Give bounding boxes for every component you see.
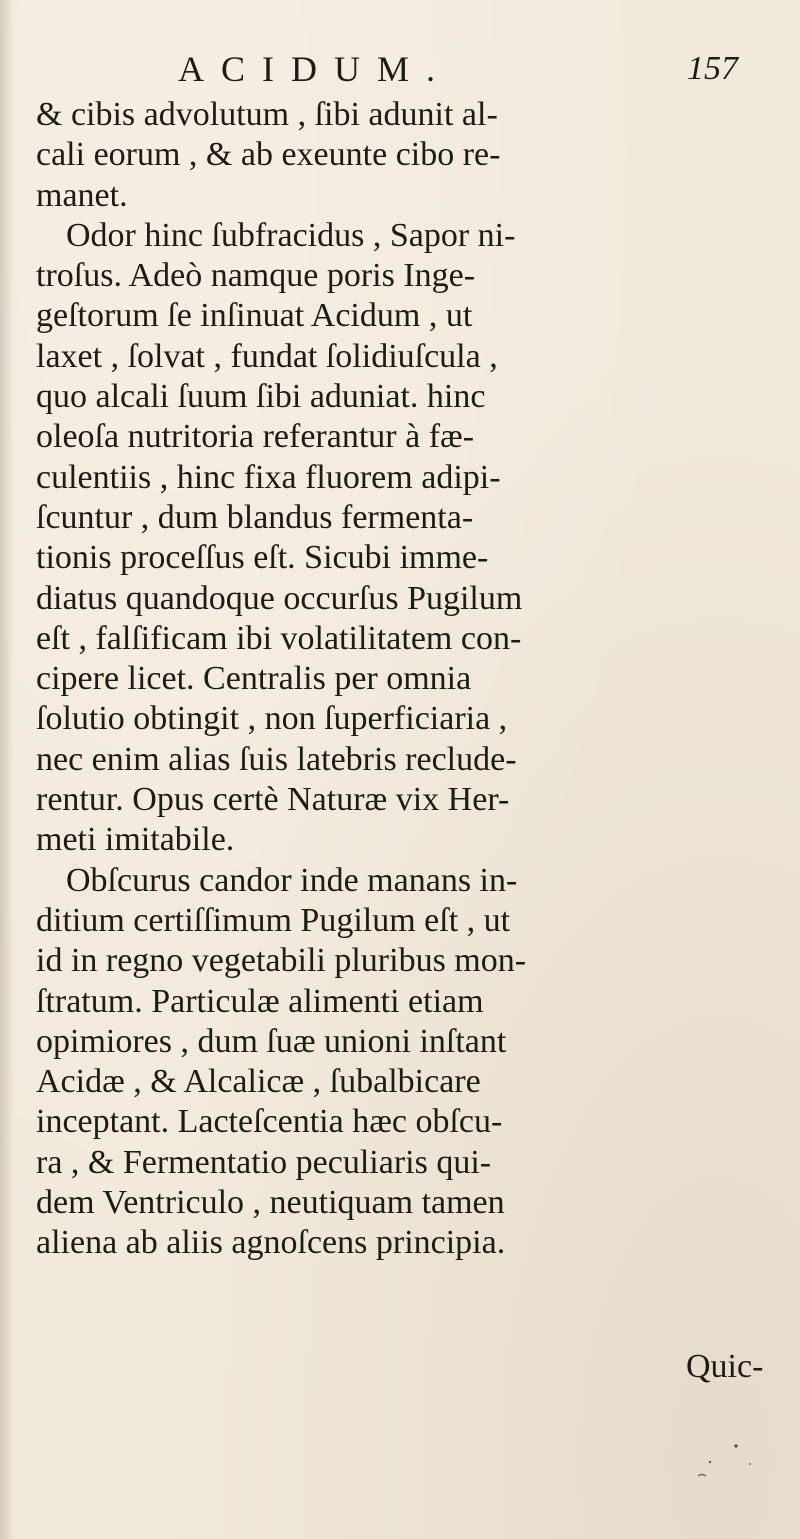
ink-specks [690, 1440, 770, 1500]
text-line: ſolutio obtingit , non ſuperficiaria , [36, 700, 508, 738]
text-line: culentiis , hinc fixa fluorem adipi- [36, 458, 501, 496]
running-title: ACIDUM. [178, 49, 453, 89]
paragraph-start-line: Odor hinc ſubfracidus , Sapor ni- [66, 216, 516, 254]
text-line: quo alcali ſuum ſibi aduniat. hinc [36, 378, 486, 416]
gutter-shadow [0, 0, 14, 1539]
text-line: opimiores , dum ſuæ unioni inſtant [36, 1022, 507, 1060]
text-line: ſcuntur , dum blandus fermenta- [36, 498, 474, 536]
catchword: Quic- [686, 1348, 764, 1385]
text-line: aliena ab aliis agnoſcens principia. [36, 1224, 506, 1262]
text-line: inceptant. Lacteſcentia hæc obſcu- [36, 1103, 503, 1141]
text-line: id in regno vegetabili pluribus mon- [36, 942, 527, 980]
text-line: eſt , falſificam ibi volatilitatem con- [36, 619, 522, 657]
page-header [178, 44, 738, 94]
text-line: tionis proceſſus eſt. Sicubi imme- [36, 539, 489, 577]
paragraph-start-line: Obſcurus candor inde manans in- [66, 861, 518, 899]
text-line: Acidæ , & Alcalicæ , ſubalbicare [36, 1063, 481, 1101]
text-line: ditium certiſſimum Pugilum eſt , ut [36, 901, 511, 939]
text-line: oleoſa nutritoria referantur à fæ- [36, 418, 475, 456]
page-number: 157 [687, 50, 738, 87]
text-line: cipere licet. Centralis per omnia [36, 660, 472, 698]
text-line: ra , & Fermentatio peculiaris qui- [36, 1143, 492, 1181]
text-line: geſtorum ſe inſinuat Acidum , ut [36, 297, 473, 335]
text-line: & cibis advolutum , ſibi adunit al- [36, 96, 498, 133]
text-line: laxet , ſolvat , fundat ſolidiuſcula , [36, 337, 498, 375]
text-line: ſtratum. Particulæ alimenti etiam [36, 982, 484, 1020]
text-line: troſus. Adeò namque poris Inge- [36, 257, 476, 295]
body-text [36, 95, 788, 1264]
text-line: nec enim alias ſuis latebris reclude- [36, 740, 517, 778]
text-line: dem Ventriculo , neutiquam tamen [36, 1184, 505, 1222]
text-line: manet. [36, 176, 128, 214]
text-line: rentur. Opus certè Naturæ vix Her- [36, 781, 510, 819]
text-line: diatus quandoque occurſus Pugilum [36, 579, 523, 617]
text-line: cali eorum , & ab exeunte cibo re- [36, 136, 501, 174]
text-line: meti imitabile. [36, 821, 235, 859]
